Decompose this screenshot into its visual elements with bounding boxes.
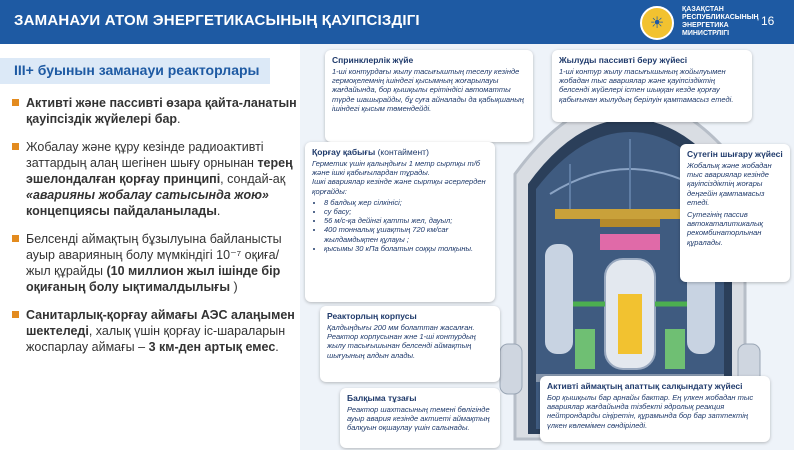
- bullet-item: Санитарлық-қорғау аймағы АЭС алаңымен шектеледі, халық үшін қорғау іс-шараларын жоспарлау аймағы – 3 км-ден артық емес.: [12, 307, 297, 355]
- callout-reactor-vessel: Реакторлың корпусы Қалдыңдығы 200 мм болаттан жасалған. Реактор корпусынан жне 1-ші контурдың жылу тасығышынан белсенді аймақтың шығуының алдын алады.: [320, 306, 500, 382]
- reactor-illustration: [300, 44, 794, 450]
- bullet-item: Белсенді аймақтың бұзылуына байланысты ауыр аварияның болу мүмкіндігі 10⁻⁷ оқиға/жыл құрайды (10 миллион жыл ішінде бір оқиғаның болу ықтималдылығы ): [12, 231, 297, 295]
- bullet-item: Активті және пассивті өзара қайта-ланатын қауіпсіздік жүйелері бар.: [12, 95, 297, 127]
- section-subtitle: ІІІ+ буынын заманауи реакторлары: [14, 62, 260, 78]
- bullet-item: Жобалау және құру кезінде радиоактивті заттардың алаң шегінен шығу орнынан терең эшелондалған қорғау принципі, сондай-ақ «аварияны жобалау сатысында жою» концепциясы пайдаланылады.: [12, 139, 297, 219]
- header-bar: [0, 0, 794, 44]
- callout-sprinkler-system: Спринклерлік жүйе 1-ші контурдағы жылу тасығыштың теселу кезінде гермоқелемнің ішіндегі қысымның жоғарылауы жағдайында, бор қышқылы ерітіндісі автоматты түрде шашырайды, бұ суға айналады да қабықшаның ішіндегі қысым төмендейді.: [325, 50, 533, 142]
- kazakhstan-emblem-icon: ☀: [640, 6, 674, 40]
- bullet-list: [12, 95, 297, 367]
- callout-emergency-core-cooling: Активті аймақтың апаттық салқындату жүйесі Бор қышқылы бар арнайы бактар. Ең үлкен жобадан тыс авариялар жағдайында тізбекті ядролық реакция нейтрондарды сіңіретін, құрамында бор бар заттектің үлкен көлемімен сөндіріледі.: [540, 376, 770, 442]
- callout-core-catcher: Балқыма тұзағы Реактор шахтасының темені бөлігінде ауыр авария кезінде актиеті аймақтың балқуын оқшаулау үшін салынады.: [340, 388, 500, 448]
- callout-passive-heat-removal: Жылуды пассивті беру жүйесі 1-ші контур жылу тасығышының жойылуымен жобадан тыс авариялар және қауіпсіздіктің белсенді жүйелері істен шыққан кезде қорғау қабығынан жылудың берілуін қамтамасыз етеді.: [552, 50, 752, 122]
- page-number: 16: [761, 14, 775, 28]
- ministry-label: ҚАЗАҚСТАН РЕСПУБЛИКАСЫНЫҢ ЭНЕРГЕТИКА МИНИСТРЛІГІ: [682, 6, 759, 37]
- callout-hydrogen-removal: Сутегін шығару жүйесі Жобалық және жобадан тыс авариялар кезінде қауіпсіздіктің жоғары деңгейін қамтамасыз етеді. Сутегінің пассив автокаталитикалық рекомбинаторлынан құралады.: [680, 144, 790, 282]
- page-title: ЗАМАНАУИ АТОМ ЭНЕРГЕТИКАСЫНЫҢ ҚАУІПСІЗДІГІ: [14, 12, 420, 29]
- callout-containment: Қорғау қабығы (контаймент) Герметик үшін қалыңдығы 1 метр сыртқы т/б және ішкі қабығылардан тұрады. Ішкі авариялар кезінде және сыртқы әсерлерден қорғайды: • 8 балдық жер сілкінісі; • су басу; • 56 м/с-қа дейінгі қатты жел, дауыл; • 400 тонналық ұшақтың 720 км/сағ жылдамдықпен құлауы ; • қысымы 30 кПа болатын соққы толқыны.: [305, 142, 495, 302]
